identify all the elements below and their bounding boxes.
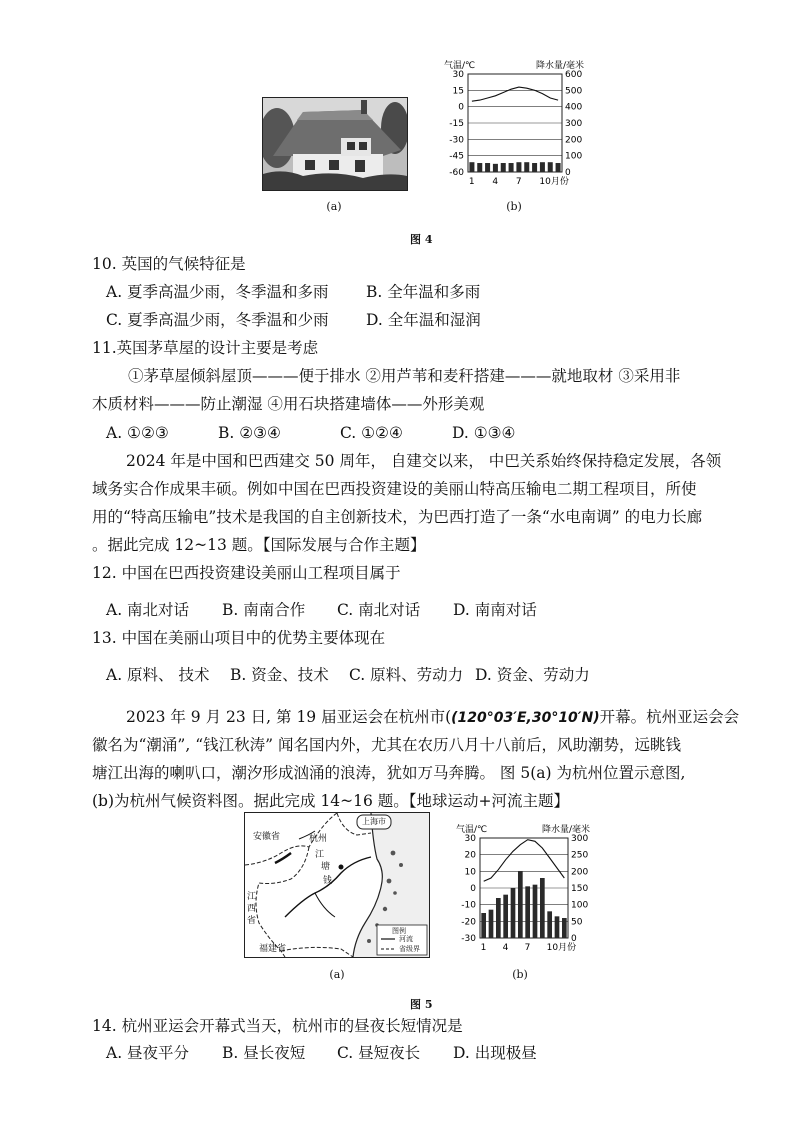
uk-climate-chart xyxy=(440,50,590,199)
figure5-label: 图 5 xyxy=(410,998,433,1011)
precip-bar xyxy=(469,162,474,172)
figure4-chart-caption: (b) xyxy=(506,200,522,213)
map-label-qiantang-1: 江 xyxy=(315,850,325,860)
precip-tick-label: 100 xyxy=(571,900,589,911)
precip-bar xyxy=(511,888,516,938)
temp-tick-label: -20 xyxy=(461,917,476,928)
precip-tick-label: 600 xyxy=(565,70,583,80)
q11-option-a[interactable]: A. ①②③ xyxy=(106,424,169,442)
temperature-line xyxy=(472,87,558,101)
passage2-line3: 塘江出海的喇叭口，潮汐形成汹涌的浪涛，犹如万马奔腾。 图 5(a) 为杭州位置示意图, xyxy=(92,764,686,782)
x-tick-label: 10月份 xyxy=(539,177,569,187)
map-label-jiangxi-3: 省 xyxy=(247,916,257,926)
x-tick-label: 7 xyxy=(524,943,531,953)
x-tick-label: 4 xyxy=(502,943,509,953)
x-tick-label: 1 xyxy=(468,177,475,187)
temperature-line xyxy=(484,840,565,882)
hangzhou-climate-chart xyxy=(450,812,600,966)
left-axis-title: 气温/℃ xyxy=(444,61,476,71)
q13-option-a[interactable]: A. 原料、 技术 xyxy=(106,666,210,684)
precip-bar xyxy=(556,163,561,172)
passage2-line1-text: 2023 年 9 月 23 日, 第 19 届亚运会在杭州市( xyxy=(126,708,452,726)
precip-bar xyxy=(501,163,506,172)
map-label-jiangxi-1: 江 xyxy=(247,892,257,902)
temp-tick-label: 15 xyxy=(452,86,464,97)
precip-tick-label: 150 xyxy=(571,884,589,894)
precip-bar xyxy=(518,871,523,938)
map-label-fujian: 福建省 xyxy=(259,944,287,954)
temp-tick-label: -30 xyxy=(461,934,476,944)
q10-option-c[interactable]: C. 夏季高温少雨，冬季温和少雨 xyxy=(106,311,329,329)
passage2-line2: 徽名为“潮涌”, “钱江秋涛” 闻名国内外，尤其在农历八月十八前后，风助潮势，远眺钱 xyxy=(92,736,681,754)
temp-tick-label: 30 xyxy=(464,834,476,844)
precip-tick-label: 500 xyxy=(565,86,583,97)
figure4-photo-caption: (a) xyxy=(326,200,342,213)
passage1-line1: 2024 年是中国和巴西建交 50 周年， 自建交以来， 中巴关系始终保持稳定发展，各领 xyxy=(126,452,722,470)
x-tick-label: 7 xyxy=(515,177,522,187)
x-tick-label: 1 xyxy=(480,943,487,953)
precip-bar xyxy=(496,898,501,938)
precip-tick-label: 0 xyxy=(571,934,577,944)
precip-tick-label: 300 xyxy=(571,834,589,844)
precip-bar xyxy=(485,163,490,172)
q11-statement-line1: ①茅草屋倾斜屋顶———便于排水 ②用芦苇和麦秆搭建———就地取材 ③采用非 xyxy=(128,367,681,385)
q10-stem: 10. 英国的气候特征是 xyxy=(92,255,246,273)
q12-option-b[interactable]: B. 南南合作 xyxy=(222,601,306,619)
figure5-chart-caption: (b) xyxy=(512,968,528,981)
map-label-hangzhou: 杭州 xyxy=(309,834,328,844)
left-axis-title: 气温/℃ xyxy=(456,825,488,835)
q14-option-d[interactable]: D. 出现极昼 xyxy=(453,1044,537,1062)
thatched-cottage-photo xyxy=(262,97,408,191)
q11-option-d[interactable]: D. ①③④ xyxy=(452,424,516,442)
x-tick-label: 10月份 xyxy=(546,943,577,953)
q14-stem: 14. 杭州亚运会开幕式当天，杭州市的昼夜长短情况是 xyxy=(92,1017,463,1035)
temp-tick-label: -60 xyxy=(449,168,464,178)
precip-bar xyxy=(493,164,498,172)
right-axis-title: 降水量/毫米 xyxy=(536,61,585,71)
passage2-line1-tail: 开幕。杭州亚运会会 xyxy=(599,708,740,726)
q12-option-d[interactable]: D. 南南对话 xyxy=(453,601,537,619)
temp-tick-label: 10 xyxy=(464,867,476,878)
passage2-line4: (b)为杭州气候资料图。据此完成 14~16 题。【地球运动+河流主题】 xyxy=(92,792,570,810)
precip-bar xyxy=(555,916,560,938)
x-tick-label: 4 xyxy=(492,177,499,187)
map-label-shanghai: 上海市 xyxy=(362,817,386,826)
precip-bar xyxy=(540,878,545,938)
precip-bar xyxy=(489,910,494,938)
q13-option-b[interactable]: B. 资金、技术 xyxy=(230,666,329,684)
precip-bar xyxy=(548,162,553,172)
q12-option-a[interactable]: A. 南北对话 xyxy=(106,601,190,619)
q13-stem: 13. 中国在美丽山项目中的优势主要体现在 xyxy=(92,629,386,647)
temp-tick-label: -45 xyxy=(449,151,464,162)
precip-bar xyxy=(524,162,529,172)
precip-bar xyxy=(547,911,552,938)
precip-tick-label: 200 xyxy=(565,135,583,146)
precip-bar xyxy=(516,162,521,172)
q12-stem: 12. 中国在巴西投资建设美丽山工程项目属于 xyxy=(92,564,401,582)
q11-option-c[interactable]: C. ①②④ xyxy=(340,424,403,442)
temp-tick-label: 30 xyxy=(452,70,464,80)
precip-bar xyxy=(562,918,567,938)
map-label-qiantang-3: 钱 xyxy=(323,876,333,886)
q10-option-b[interactable]: B. 全年温和多雨 xyxy=(366,283,481,301)
precip-bar xyxy=(509,163,514,172)
map-label-qiantang-2: 塘 xyxy=(321,862,331,872)
precip-tick-label: 200 xyxy=(571,867,589,878)
precip-tick-label: 400 xyxy=(565,102,583,113)
precip-bar xyxy=(533,885,538,938)
hangzhou-coordinates: (120°03′E,30°10′N) xyxy=(451,710,600,726)
precip-bar xyxy=(477,163,482,172)
temp-tick-label: -30 xyxy=(449,135,464,146)
passage1-line3: 用的“特高压输电”技术是我国的自主创新技术，为巴西打造了一条“水电南调” 的电力长廊 xyxy=(92,508,703,526)
precip-tick-label: 50 xyxy=(571,917,583,928)
map-label-jiangxi-2: 西 xyxy=(247,904,257,914)
passage1-line4: 。据此完成 12~13 题。【国际发展与合作主题】 xyxy=(92,536,426,554)
precip-tick-label: 300 xyxy=(565,119,583,129)
figure5-map-caption: (a) xyxy=(329,968,345,981)
q11-stem: 11.英国茅草屋的设计主要是考虑 xyxy=(92,339,319,357)
temp-tick-label: 0 xyxy=(458,102,464,113)
figure4-label: 图 4 xyxy=(410,233,433,246)
q14-option-a[interactable]: A. 昼夜平分 xyxy=(106,1044,190,1062)
precip-tick-label: 0 xyxy=(565,168,571,178)
right-axis-title: 降水量/毫米 xyxy=(542,825,591,835)
q14-option-b[interactable]: B. 昼长夜短 xyxy=(222,1044,306,1062)
hangzhou-location-map xyxy=(244,812,430,958)
temp-tick-label: 20 xyxy=(464,850,476,861)
q13-option-d[interactable]: D. 资金、劳动力 xyxy=(475,666,590,684)
passage1-line2: 域务实合作成果丰硕。例如中国在巴西投资建设的美丽山特高压输电二期工程项目，所使 xyxy=(92,480,697,498)
precip-bar xyxy=(525,886,530,938)
temp-tick-label: -10 xyxy=(461,900,476,911)
precip-tick-label: 250 xyxy=(571,850,589,861)
map-label-anhui: 安徽省 xyxy=(253,832,281,842)
precip-bar xyxy=(481,913,486,938)
map-legend-border: 省级界 xyxy=(399,945,420,953)
q11-statement-line2: 木质材料———防止潮湿 ④用石块搭建墙体——外形美观 xyxy=(92,395,485,413)
precip-bar xyxy=(503,895,508,938)
precip-bar xyxy=(532,163,537,172)
passage2-line1 xyxy=(126,707,739,728)
precip-bar xyxy=(540,162,545,172)
q13-option-c[interactable]: C. 原料、劳动力 xyxy=(349,666,464,684)
q11-option-b[interactable]: B. ②③④ xyxy=(218,424,281,442)
q10-option-a[interactable]: A. 夏季高温少雨，冬季温和多雨 xyxy=(106,283,329,301)
precip-tick-label: 100 xyxy=(565,151,583,162)
q14-option-c[interactable]: C. 昼短夜长 xyxy=(337,1044,421,1062)
map-legend-title: 图例 xyxy=(392,927,406,935)
q12-option-c[interactable]: C. 南北对话 xyxy=(337,601,421,619)
q10-option-d[interactable]: D. 全年温和湿润 xyxy=(366,311,481,329)
temp-tick-label: 0 xyxy=(470,884,476,894)
map-legend-river: 河流 xyxy=(399,935,413,943)
temp-tick-label: -15 xyxy=(449,119,464,129)
